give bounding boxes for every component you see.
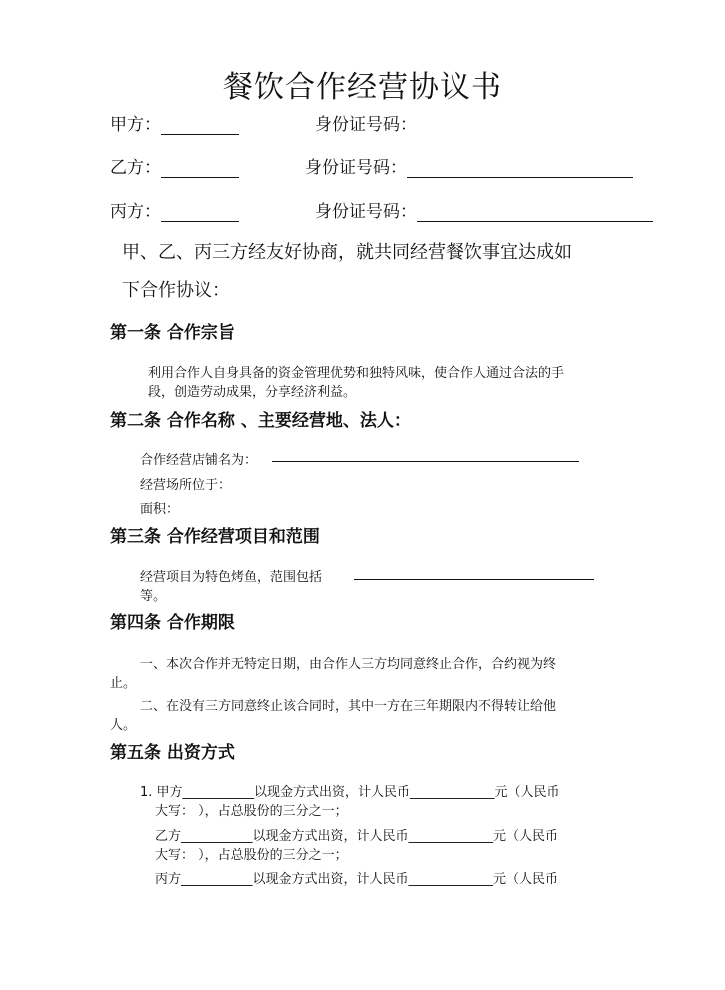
article-3-line-1: 经营项目为特色烤鱼，范围包括 <box>140 570 323 585</box>
article-1-line-1: 利用合作人自身具备的资金管理优势和独特风味，使合作人通过合法的手 <box>148 366 565 381</box>
document-title: 餐饮合作经营协议书 <box>223 70 502 105</box>
intro-line-2: 下合作协议： <box>122 280 230 301</box>
article-1-line-2: 段，创造劳动成果，分享经济利益。 <box>148 385 357 400</box>
party-c-row <box>110 197 239 222</box>
party-b-id-row <box>305 153 633 178</box>
contribution-b-line-1: 乙方___________以现金方式出资，计人民币_____________元（人民币 <box>155 829 559 844</box>
location-label: 经营场所位于： <box>140 478 232 493</box>
article-1-heading: 第一条 合作宗旨 <box>110 323 235 343</box>
party-c-id-label: 身份证号码： <box>315 202 417 222</box>
party-b-label: 乙方： <box>110 158 161 178</box>
party-a-name-blank[interactable] <box>161 117 239 135</box>
contribution-b-line-2: 大写： ），占总股份的三分之一； <box>155 848 348 863</box>
article-5-heading: 第五条 出资方式 <box>110 743 235 763</box>
contribution-a-line-1: 1. 甲方___________以现金方式出资，计人民币_____________元（人民币 <box>140 785 560 800</box>
article-4-p2-line-2: 人。 <box>110 718 137 733</box>
party-b-name-blank[interactable] <box>161 160 239 178</box>
article-2-heading: 第二条 合作名称 、主要经营地、法人： <box>110 411 411 431</box>
article-3-heading: 第三条 合作经营项目和范围 <box>110 527 320 547</box>
party-a-label: 甲方： <box>110 115 161 135</box>
contribution-a-line-2: 大写： ），占总股份的三分之一； <box>155 804 348 819</box>
article-4-p2-line-1: 二、在没有三方同意终止该合同时，其中一方在三年期限内不得转让给他 <box>140 699 557 714</box>
party-c-id-blank[interactable] <box>417 204 653 222</box>
contribution-c-line-1: 丙方___________以现金方式出资，计人民币_____________元（人民币 <box>155 872 559 887</box>
party-c-name-blank[interactable] <box>161 204 239 222</box>
party-c-label: 丙方： <box>110 202 161 222</box>
party-a-row <box>110 110 239 135</box>
article-4-p1-line-1: 一、本次合作并无特定日期，由合作人三方均同意终止合作，合约视为终 <box>140 657 557 672</box>
party-a-id-label: 身份证号码： <box>315 115 417 135</box>
party-b-id-label: 身份证号码： <box>305 158 407 178</box>
scope-blank[interactable] <box>354 579 594 580</box>
party-b-row <box>110 153 239 178</box>
shop-name-label: 合作经营店铺名为： <box>140 453 258 468</box>
party-c-id-row <box>315 197 653 222</box>
article-4-p1-line-2: 止。 <box>110 676 137 691</box>
area-label: 面积： <box>140 502 180 517</box>
article-3-line-2: 等。 <box>140 589 167 604</box>
intro-line-1: 甲、乙、丙三方经友好协商，就共同经营餐饮事宜达成如 <box>122 242 572 263</box>
party-b-id-blank[interactable] <box>407 160 633 178</box>
shop-name-blank[interactable] <box>272 461 579 462</box>
article-4-heading: 第四条 合作期限 <box>110 613 235 633</box>
